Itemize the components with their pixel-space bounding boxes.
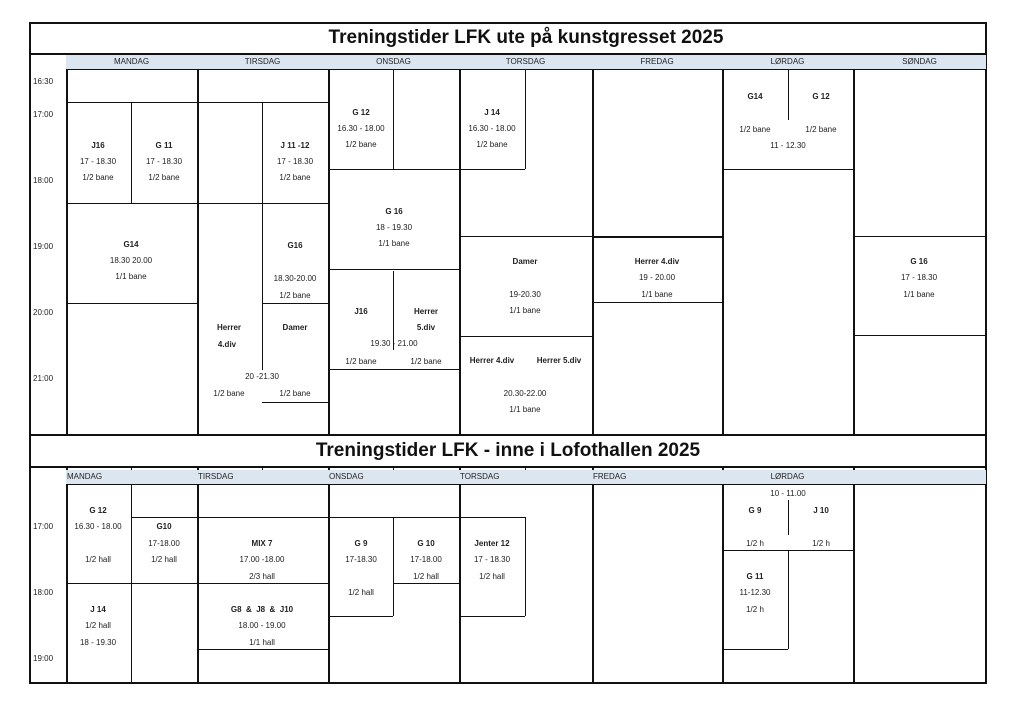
out-wed-g16-name: G 16	[385, 207, 403, 216]
outdoor-day-fredag: FREDAG	[640, 57, 674, 66]
out-thu-j14-area: 1/2 bane	[476, 140, 508, 149]
outdoor-title: Treningstider LFK ute på kunstgresset 2025	[328, 27, 724, 48]
in-sat-j10-area: 1/2 h	[812, 539, 830, 548]
out-thu-j14-name: J 14	[484, 108, 500, 117]
out-wed-herrer-name: Herrer	[413, 307, 439, 316]
grid-line-h	[29, 22, 987, 24]
out-mon-g14-time: 18.30 20.00	[109, 256, 153, 265]
indoor-day-onsdag: ONSDAG	[329, 472, 364, 481]
out-mon-j16-area: 1/2 bane	[82, 173, 114, 182]
grid-line-h	[197, 517, 328, 518]
grid-line-h	[459, 236, 592, 237]
grid-line-v	[459, 53, 461, 436]
out-thu-herrer-time: 20.30-22.00	[503, 389, 547, 398]
in-tue-mix7-time: 17.00 -18.00	[239, 555, 285, 564]
outdoor-time-1630: 16:30	[33, 77, 54, 86]
grid-line-v	[788, 550, 789, 649]
out-mon-g14-name: G14	[123, 240, 139, 249]
grid-line-v	[131, 102, 132, 203]
grid-line-h	[66, 303, 197, 304]
grid-line-h	[328, 369, 459, 370]
out-fri-herrer-time: 19 - 20.00	[638, 273, 676, 282]
indoor-time-1700: 17:00	[33, 522, 54, 531]
out-wed-evening-time: 19.30 - 21.00	[370, 339, 418, 348]
in-tue-mix7-area: 2/3 hall	[249, 572, 275, 581]
out-tue-g16-time: 18.30-20.00	[273, 274, 317, 283]
outdoor-time-1900: 19:00	[33, 242, 54, 251]
in-tue-g8-time: 18.00 - 19.00	[238, 621, 286, 630]
outdoor-day-lordag: LØRDAG	[770, 57, 805, 66]
grid-line-h	[66, 583, 197, 584]
out-tue-j1112-time: 17 - 18.30	[276, 157, 314, 166]
grid-line-h	[328, 169, 459, 170]
grid-line-h	[459, 336, 592, 337]
grid-line-h	[66, 203, 197, 204]
grid-line-v	[788, 69, 789, 120]
out-tue-j1112-area: 1/2 bane	[279, 173, 311, 182]
grid-line-h	[722, 550, 853, 551]
indoor-day-torsdag: TORSDAG	[460, 472, 500, 481]
grid-line-h	[197, 649, 328, 650]
outdoor-time-2000: 20:00	[33, 308, 54, 317]
out-wed-g12-area: 1/2 bane	[345, 140, 377, 149]
out-wed-herrer-div: 5.div	[416, 323, 436, 332]
out-mon-g11-area: 1/2 bane	[148, 173, 180, 182]
out-thu-herrer4-name: Herrer 4.div	[469, 356, 515, 365]
out-mon-g11-name: G 11	[155, 141, 173, 150]
out-sat-g14-name: G14	[747, 92, 763, 101]
outdoor-day-tirsdag: TIRSDAG	[244, 57, 281, 66]
in-mon-j14-time: 18 - 19.30	[79, 638, 117, 647]
grid-line-h	[459, 517, 525, 518]
outdoor-time-2100: 21:00	[33, 374, 54, 383]
out-mon-g14-area: 1/1 bane	[115, 272, 147, 281]
outdoor-time-1800: 18:00	[33, 176, 54, 185]
grid-line-h	[262, 402, 328, 403]
outdoor-day-sondag: SØNDAG	[902, 57, 937, 66]
out-wed-g12-time: 16.30 - 18.00	[337, 124, 385, 133]
grid-line-h	[459, 616, 525, 617]
grid-line-v	[66, 53, 68, 436]
in-wed-g9-time: 17-18.30	[345, 555, 377, 564]
grid-line-v	[131, 484, 132, 684]
in-wed-g9-name: G 9	[354, 539, 368, 548]
out-thu-herrer5-name: Herrer 5.div	[536, 356, 582, 365]
grid-line-v	[29, 22, 31, 684]
grid-line-v	[197, 53, 199, 436]
out-thu-damer-area: 1/1 bane	[509, 306, 541, 315]
out-sat-g12-name: G 12	[812, 92, 830, 101]
in-wed-g10-time: 17-18.00	[410, 555, 442, 564]
in-tue-g8-name: G8 & J8 & J10	[230, 605, 294, 614]
outdoor-day-torsdag: TORSDAG	[505, 57, 546, 66]
in-sat-g11-time: 11-12.30	[739, 588, 771, 597]
grid-line-h	[29, 682, 987, 684]
grid-line-v	[722, 466, 724, 684]
grid-line-h	[29, 466, 987, 468]
grid-line-h	[328, 517, 459, 518]
in-mon-g10-time: 17-18.00	[148, 539, 180, 548]
out-tue-g16-name: G16	[287, 241, 303, 250]
grid-line-v	[525, 517, 526, 616]
grid-line-v	[328, 466, 330, 684]
in-mon-g10-area: 1/2 hall	[151, 555, 177, 564]
grid-line-h	[29, 434, 987, 436]
in-thu-jenter12-time: 17 - 18.30	[473, 555, 511, 564]
in-sat-g11-name: G 11	[746, 572, 764, 581]
indoor-day-mandag: MANDAG	[67, 472, 103, 481]
out-fri-herrer-area: 1/1 bane	[641, 290, 673, 299]
in-wed-g10-area: 1/2 hall	[413, 572, 439, 581]
grid-line-v	[592, 466, 594, 684]
in-mon-g10-name: G10	[156, 522, 172, 531]
out-tue-j1112-name: J 11 -12	[280, 141, 310, 150]
indoor-time-1900: 19:00	[33, 654, 54, 663]
grid-line-h	[66, 102, 197, 103]
grid-line-v	[525, 69, 526, 169]
grid-line-v	[985, 22, 987, 684]
out-tue-evening-area-right: 1/2 bane	[279, 389, 311, 398]
out-sun-g16-time: 17 - 18.30	[900, 273, 938, 282]
indoor-day-fredag: FREDAG	[593, 472, 627, 481]
grid-line-h	[722, 649, 788, 650]
out-thu-damer-time: 19-20.30	[509, 290, 541, 299]
grid-line-h	[592, 236, 722, 238]
out-mon-g11-time: 17 - 18.30	[145, 157, 183, 166]
grid-line-h	[853, 335, 987, 336]
indoor-time-1800: 18:00	[33, 588, 54, 597]
grid-line-h	[722, 169, 853, 170]
grid-line-v	[197, 466, 199, 684]
out-tue-herrer-div: 4.div	[217, 340, 237, 349]
out-wed-g16-area: 1/1 bane	[378, 239, 410, 248]
out-wed-g16-time: 18 - 19.30	[375, 223, 413, 232]
out-thu-damer-name: Damer	[512, 257, 538, 266]
grid-line-v	[853, 466, 855, 684]
grid-line-h	[328, 616, 393, 617]
out-tue-evening-time: 20 -21.30	[245, 372, 279, 381]
grid-line-h	[328, 269, 459, 270]
out-tue-herrer-name: Herrer	[216, 323, 242, 332]
out-wed-j16-name: J16	[354, 307, 368, 316]
grid-line-v	[262, 102, 263, 370]
grid-line-h	[197, 583, 328, 584]
in-tue-g8-area: 1/1 hall	[249, 638, 275, 647]
in-mon-j14-name: J 14	[90, 605, 106, 614]
out-tue-damer-name: Damer	[282, 323, 308, 332]
grid-line-h	[131, 517, 197, 518]
grid-line-h	[66, 69, 987, 70]
grid-line-h	[197, 203, 328, 204]
outdoor-day-mandag: MANDAG	[113, 57, 150, 66]
out-mon-j16-time: 17 - 18.30	[79, 157, 117, 166]
out-sat-time: 11 - 12.30	[770, 141, 806, 150]
out-mon-j16-name: J16	[91, 141, 105, 150]
in-sat-g9-name: G 9	[748, 506, 762, 515]
grid-line-h	[262, 303, 328, 304]
grid-line-h	[459, 169, 525, 170]
outdoor-day-onsdag: ONSDAG	[376, 57, 411, 66]
indoor-day-tirsdag: TIRSDAG	[198, 472, 234, 481]
grid-line-v	[66, 466, 68, 684]
in-tue-mix7-name: MIX 7	[251, 539, 273, 548]
out-wed-g12-name: G 12	[352, 108, 370, 117]
out-sun-g16-area: 1/1 bane	[903, 290, 935, 299]
out-fri-herrer-name: Herrer 4.div	[634, 257, 680, 266]
grid-line-v	[393, 517, 394, 616]
indoor-title: Treningstider LFK - inne i Lofothallen 2025	[315, 440, 701, 461]
out-wed-evening-area-right: 1/2 bane	[410, 357, 442, 366]
grid-line-h	[853, 236, 987, 237]
in-mon-j14-area: 1/2 hall	[85, 621, 111, 630]
out-sun-g16-name: G 16	[910, 257, 928, 266]
out-sat-g14-area: 1/2 bane	[739, 125, 771, 134]
grid-line-v	[459, 466, 461, 684]
in-sat-time: 10 - 11.00	[770, 489, 806, 498]
out-thu-j14-time: 16.30 - 18.00	[468, 124, 516, 133]
indoor-day-lordag: LØRDAG	[770, 472, 805, 481]
out-tue-evening-area-left: 1/2 bane	[213, 389, 245, 398]
grid-line-v	[592, 53, 594, 436]
in-wed-g10-name: G 10	[417, 539, 435, 548]
grid-line-v	[393, 69, 394, 169]
grid-line-v	[853, 53, 855, 436]
grid-line-h	[197, 102, 328, 103]
in-thu-jenter12-area: 1/2 hall	[479, 572, 505, 581]
outdoor-time-1700: 17:00	[33, 110, 54, 119]
grid-line-v	[328, 53, 330, 436]
out-wed-evening-area-left: 1/2 bane	[345, 357, 377, 366]
out-tue-g16-area: 1/2 bane	[279, 291, 311, 300]
grid-line-v	[722, 53, 724, 436]
grid-line-v	[788, 500, 789, 535]
out-sat-g12-area: 1/2 bane	[805, 125, 837, 134]
grid-line-h	[393, 583, 459, 584]
in-mon-g12-area: 1/2 hall	[85, 555, 111, 564]
in-thu-jenter12-name: Jenter 12	[474, 539, 510, 548]
in-wed-g9-area: 1/2 hall	[348, 588, 374, 597]
grid-line-h	[592, 302, 722, 303]
in-sat-j10-name: J 10	[813, 506, 829, 515]
out-thu-herrer-area: 1/1 bane	[509, 405, 541, 414]
in-sat-g11-area: 1/2 h	[746, 605, 764, 614]
in-sat-g9-area: 1/2 h	[746, 539, 764, 548]
grid-line-h	[66, 484, 987, 485]
in-mon-g12-name: G 12	[89, 506, 107, 515]
in-mon-g12-time: 16.30 - 18.00	[74, 522, 122, 531]
